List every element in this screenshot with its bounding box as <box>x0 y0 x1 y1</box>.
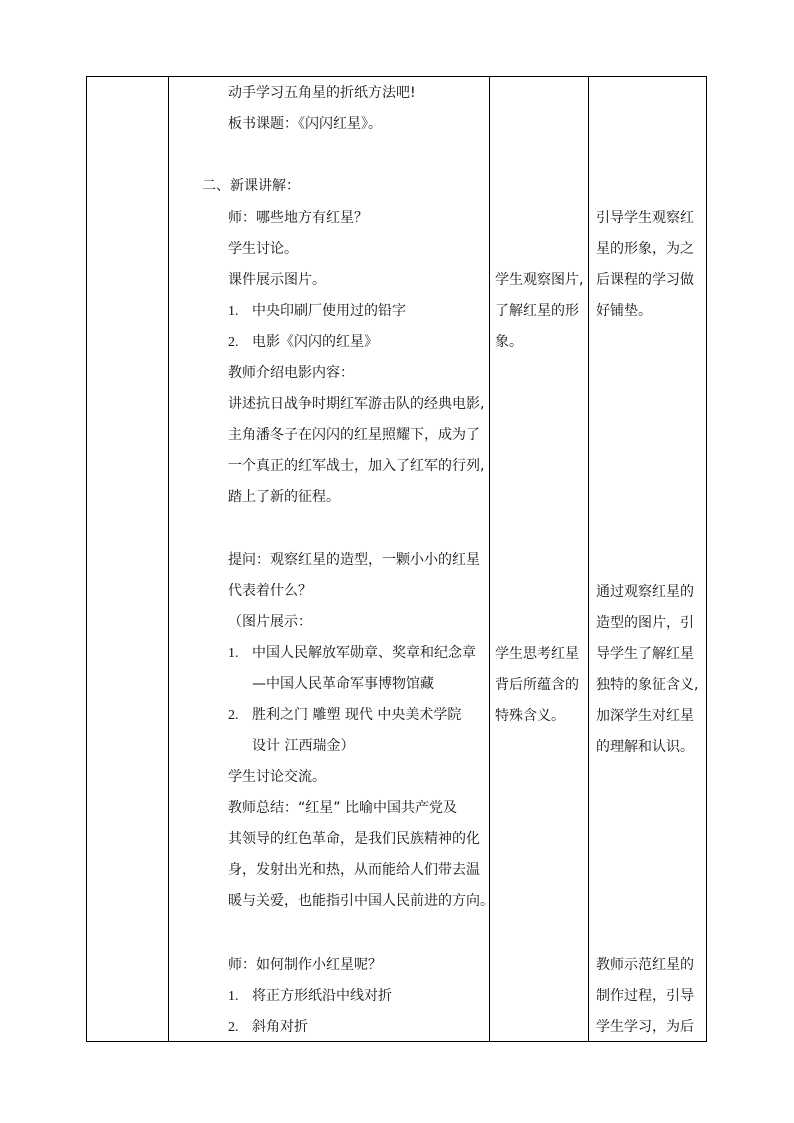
content-line: 课件展示图片。 <box>228 272 326 288</box>
intent-line: 通过观察红星的 <box>596 584 694 600</box>
intent-line: 制作过程，引导 <box>596 988 694 1004</box>
intent-line: 的理解和认识。 <box>596 739 694 755</box>
list-text: 胜利之门 雕塑 现代 中央美术学院 <box>252 707 462 723</box>
list-item <box>228 638 494 669</box>
design-intent-part3 <box>596 950 694 1043</box>
content-line: 教师介绍电影内容： <box>228 365 354 381</box>
design-intent-part2 <box>596 577 698 763</box>
content-line: 师：如何制作小红星呢？ <box>228 957 382 973</box>
list-item <box>228 327 484 358</box>
content-line: 身，发射出光和热，从而能给人们带去温 <box>228 862 480 878</box>
section-heading: 二、新课讲解： <box>202 178 300 194</box>
content-line: （图片展示： <box>228 614 312 630</box>
intro-text <box>228 78 416 140</box>
student-line: 背后所蕴含的 <box>495 677 579 693</box>
student-activity-part2 <box>495 639 579 732</box>
list-text: 中国人民解放军勋章、奖章和纪念章 <box>252 645 476 661</box>
column-divider-3 <box>588 76 589 1042</box>
content-line: 讲述抗日战争时期红军游击队的经典电影, <box>228 396 485 412</box>
list-item <box>228 1012 392 1043</box>
content-line: 提问：观察红星的造型，一颗小小的红星 <box>228 552 480 568</box>
column-divider-1 <box>168 76 169 1042</box>
content-line: 暖与关爱，也能指引中国人民前进的方向。 <box>228 893 494 909</box>
content-line: 踏上了新的征程。 <box>228 489 340 505</box>
intent-line: 引导学生观察红 <box>596 210 694 226</box>
list-item <box>228 981 392 1012</box>
intent-line: 后课程的学习做 <box>596 272 694 288</box>
teaching-content-part1 <box>228 203 484 513</box>
list-item-continuation <box>228 731 494 762</box>
content-line: 一个真正的红军战士，加入了红军的行列, <box>228 458 485 474</box>
content-line: 教师总结：“红星” 比喻中国共产党及 <box>228 800 457 816</box>
intent-line: 造型的图片，引 <box>596 615 694 631</box>
list-number: 2. <box>228 335 239 350</box>
student-line: 学生思考红星 <box>495 646 579 662</box>
student-line: 特殊含义。 <box>495 708 565 724</box>
teaching-content-part2 <box>228 545 494 917</box>
content-line: 师：哪些地方有红星？ <box>228 210 368 226</box>
list-item-continuation <box>228 669 494 700</box>
content-line: 代表着什么？ <box>228 583 312 599</box>
content-line: 主角潘冬子在闪闪的红星照耀下，成为了 <box>228 427 480 443</box>
content-line: 其领导的红色革命，是我们民族精神的化 <box>228 831 480 847</box>
list-number: 2. <box>228 708 239 723</box>
list-text: 中央印刷厂使用过的铅字 <box>252 303 406 319</box>
content-line: 学生讨论。 <box>228 241 298 257</box>
list-text: —中国人民革命军事博物馆藏 <box>252 676 434 692</box>
student-line: 学生观察图片, <box>495 272 584 288</box>
intent-line: 教师示范红星的 <box>596 957 694 973</box>
list-item <box>228 296 484 327</box>
intent-line: 独特的象征含义, <box>596 677 699 693</box>
design-intent-part1 <box>596 203 694 327</box>
intent-line: 星的形象，为之 <box>596 241 694 257</box>
list-item <box>228 700 494 731</box>
intent-line: 好铺垫。 <box>596 303 652 319</box>
list-number: 1. <box>228 989 239 1004</box>
list-text: 设计 江西瑞金） <box>252 738 355 754</box>
list-text: 电影《闪闪的红星》 <box>252 334 378 350</box>
content-line: 学生讨论交流。 <box>228 769 326 785</box>
intro-line: 动手学习五角星的折纸方法吧! <box>228 85 416 101</box>
intent-line: 导学生了解红星 <box>596 646 694 662</box>
student-line: 了解红星的形 <box>495 303 579 319</box>
list-text: 斜角对折 <box>252 1019 308 1035</box>
intent-line: 学生学习，为后 <box>596 1019 694 1035</box>
intro-line: 板书课题：《闪闪红星》。 <box>228 116 382 132</box>
student-activity-part1 <box>495 265 583 358</box>
list-text: 将正方形纸沿中线对折 <box>252 988 392 1004</box>
student-line: 象。 <box>495 334 523 350</box>
teaching-content-part3 <box>228 950 392 1043</box>
list-number: 1. <box>228 646 239 661</box>
list-number: 1. <box>228 304 239 319</box>
list-number: 2. <box>228 1020 239 1035</box>
intent-line: 加深学生对红星 <box>596 708 694 724</box>
